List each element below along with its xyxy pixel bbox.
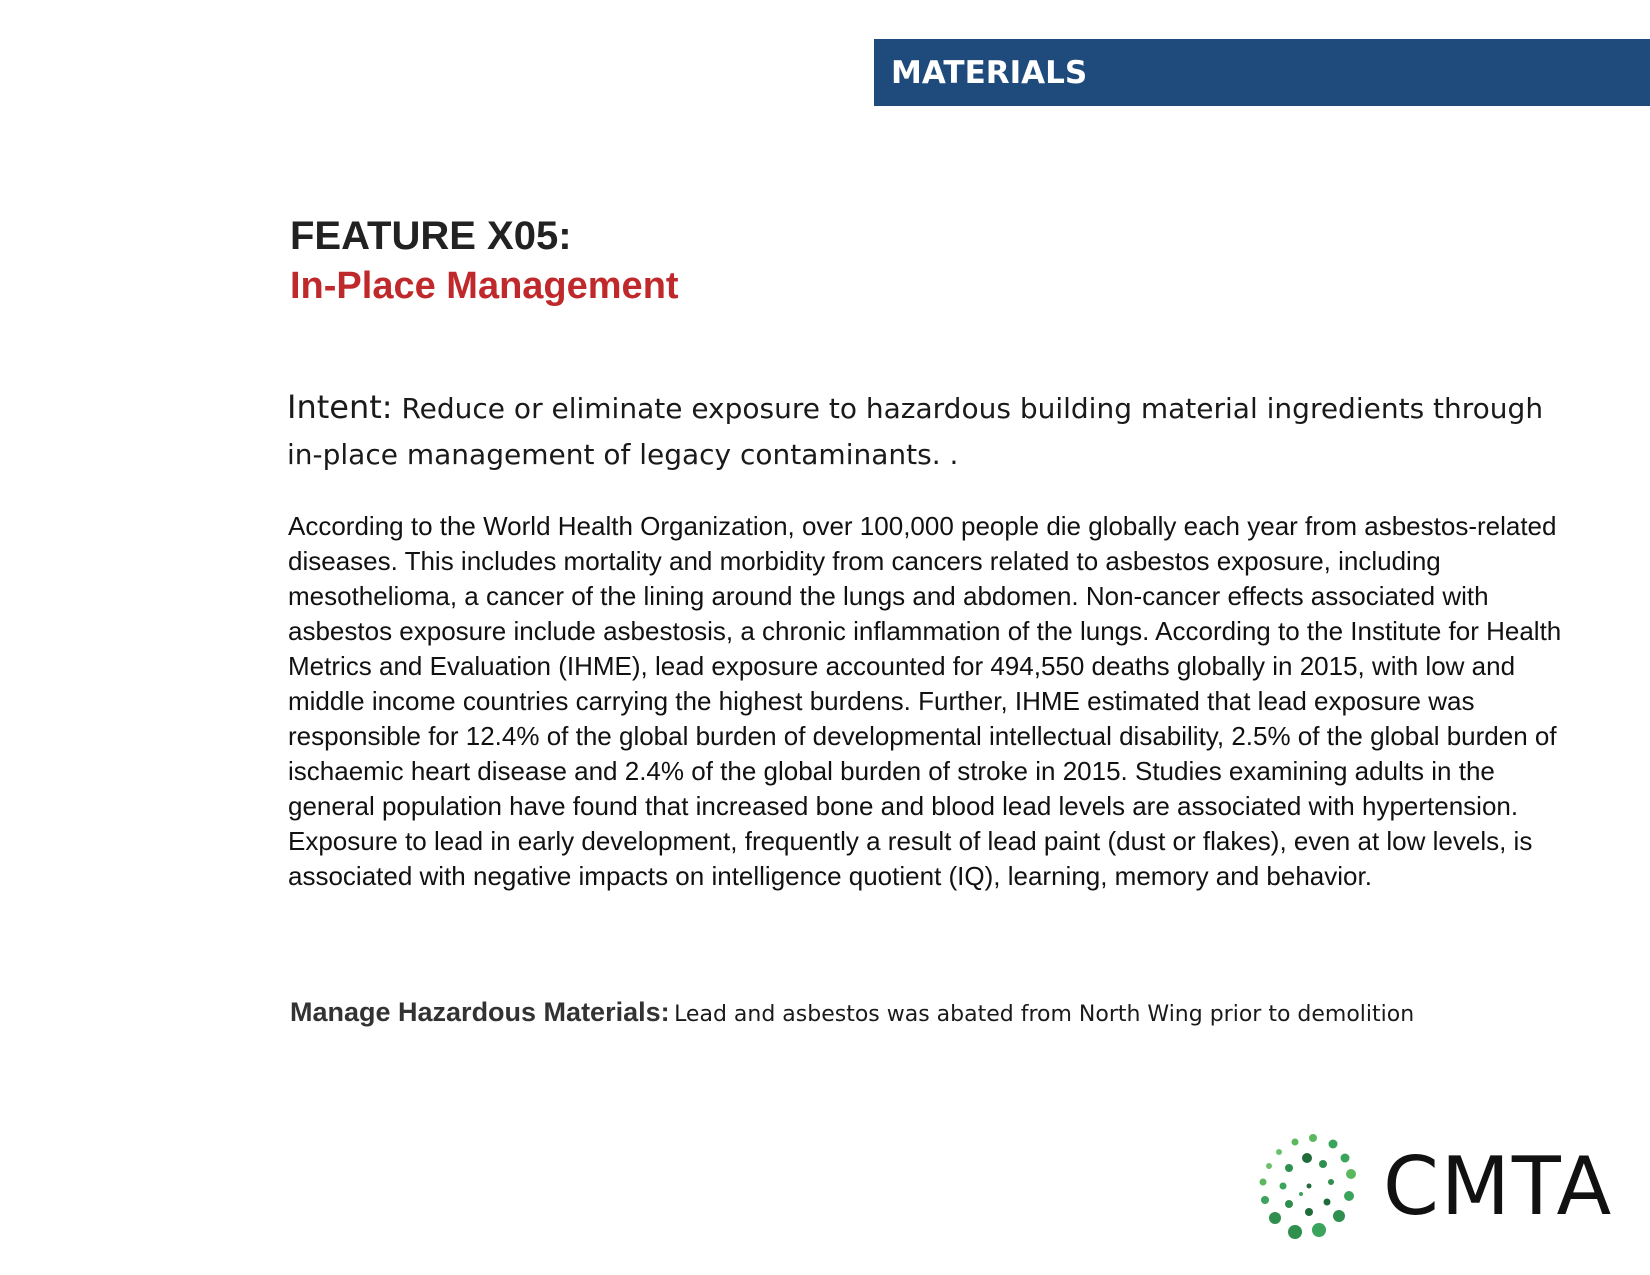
feature-title: In-Place Management — [290, 265, 679, 307]
intent-text: Reduce or eliminate exposure to hazardous building material ingredients through in-place management of legacy contaminants. . — [287, 392, 1544, 471]
dot-cluster-logo-icon — [1255, 1132, 1365, 1242]
intent-label: Intent: — [287, 388, 393, 426]
logo-wordmark: CMTA — [1383, 1140, 1614, 1233]
feature-code: FEATURE X05: — [290, 214, 572, 258]
manage-label: Manage Hazardous Materials: — [290, 997, 670, 1027]
section-label: MATERIALS — [891, 54, 1088, 91]
body-paragraph: According to the World Health Organization, over 100,000 people die globally each year from asbestos-related diseases. This includes mortality and morbidity from cancers related to asbestos exposure, including mesothelioma, a cancer of the lining around the lungs and abdomen. Non-cancer effects associated with asbestos exposure include asbestosis, a chronic inflammation of the lungs. According to the Institute for Health Metrics and Evaluation (IHME), lead exposure accounted for 494,550 deaths globally in 2015, with low and middle income countries carrying the highest burdens. Further, IHME estimated that lead exposure was responsible for 12.4% of the global burden of developmental intellectual disability, 2.5% of the global burden of ischaemic heart disease and 2.4% of the global burden of stroke in 2015. Studies examining adults in the general population have found that increased bone and blood lead levels are associated with hypertension. Exposure to lead in early development, frequently a result of lead paint (dust or flakes), even at low levels, is associated with negative impacts on intelligence quotient (IQ), learning, memory and behavior. — [288, 511, 1562, 891]
intent-statement — [287, 384, 1547, 478]
section-banner — [874, 39, 1650, 106]
manage-text: Lead and asbestos was abated from North Wing prior to demolition — [674, 1002, 1415, 1027]
cmta-logo — [1255, 1132, 1635, 1252]
manage-hazardous-materials — [290, 997, 1414, 1028]
